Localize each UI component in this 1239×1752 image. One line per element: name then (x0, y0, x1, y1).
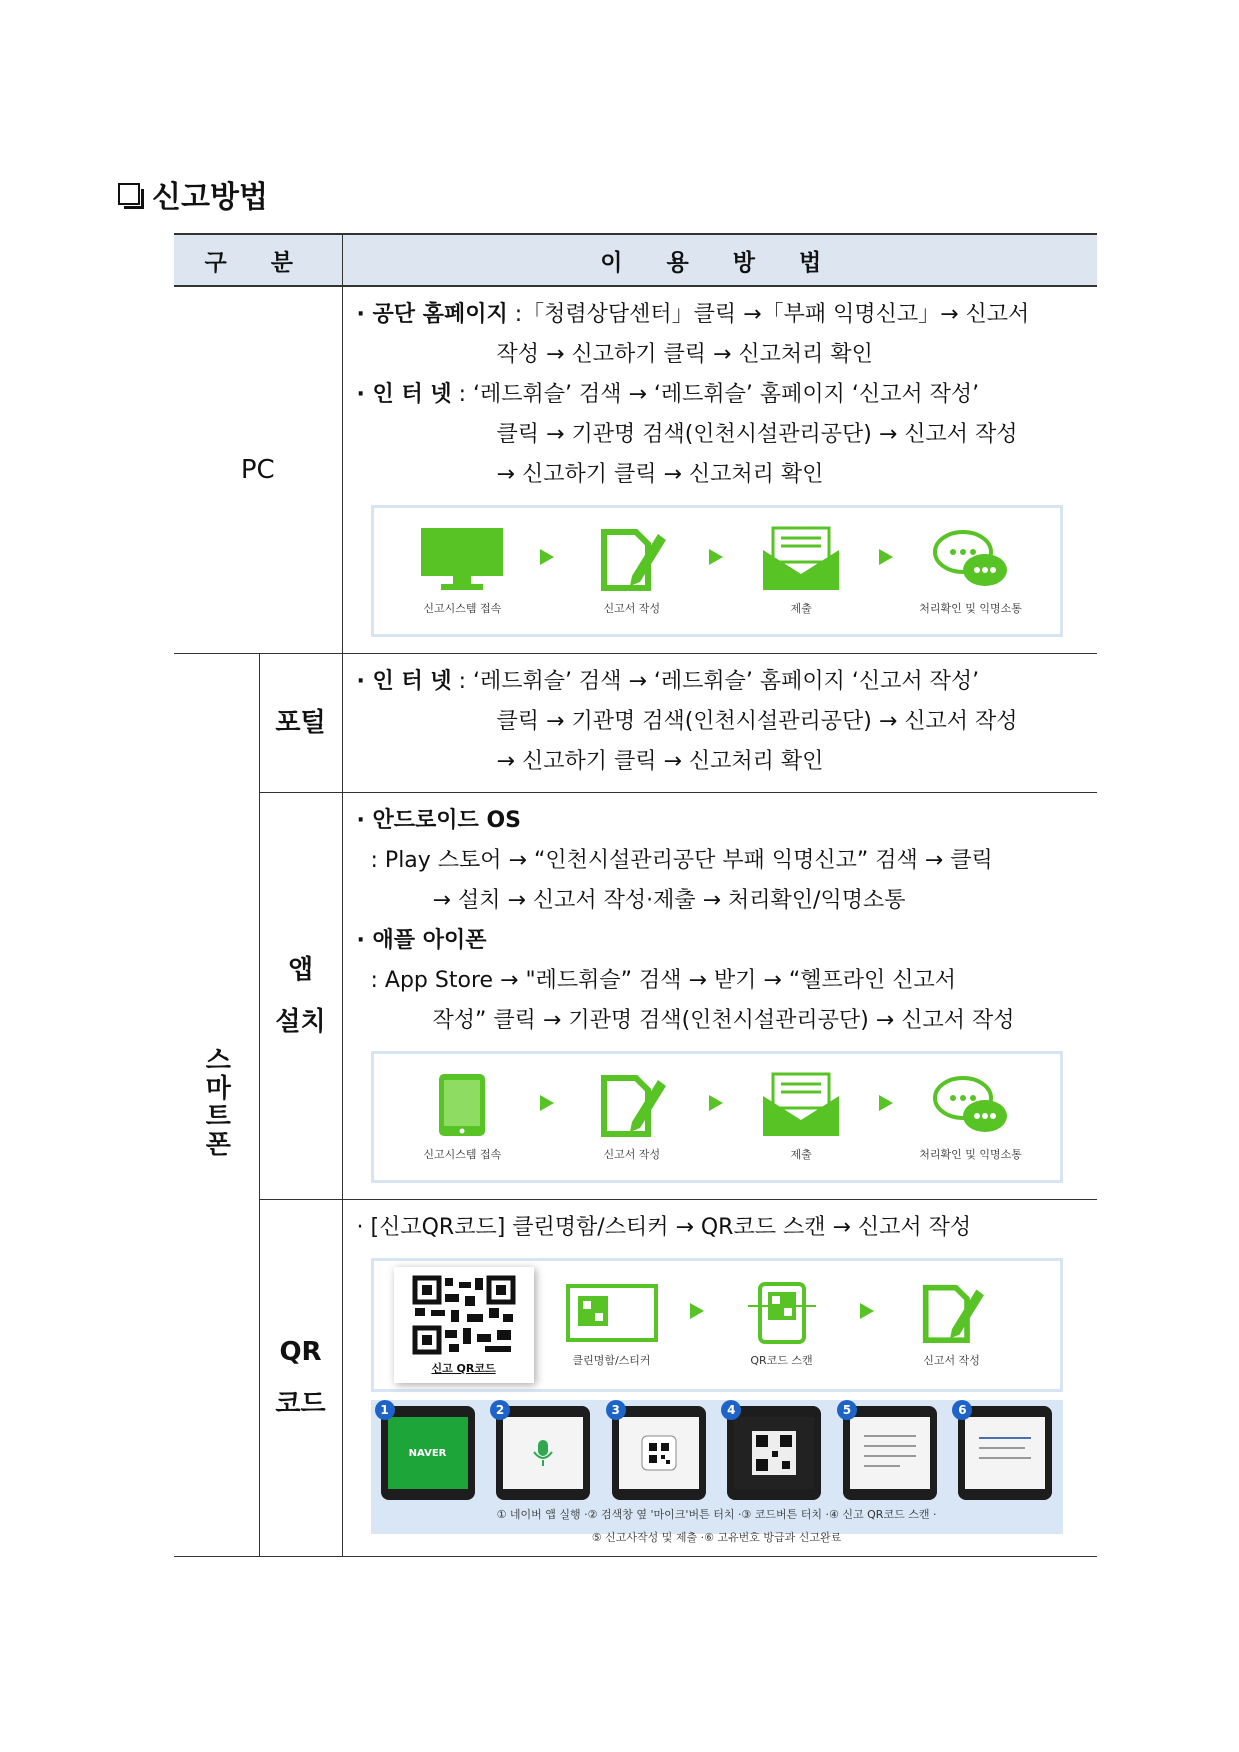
pc-item2-cont2: → 신고하기 클릭 → 신고처리 확인 (496, 462, 824, 487)
apple-title: · 애플 아이폰 (356, 928, 487, 953)
app-label-line1: 앱 (287, 955, 314, 985)
phone-scan-icon (742, 1282, 822, 1344)
flow-step-label: 제출 (790, 1148, 812, 1161)
phone-step (727, 1403, 821, 1500)
heading-text: 신고방법 (152, 180, 268, 215)
document-pen-icon (592, 1072, 672, 1138)
portal-item-text: : ‘레드휘슬’ 검색 → ‘레드휘슬’ 홈페이지 ‘신고서 작성’ (451, 669, 980, 694)
step-badge: 6 (952, 1400, 972, 1420)
phone-step (495, 1403, 590, 1500)
monitor-icon (417, 526, 507, 592)
app-label (259, 793, 342, 1200)
arrow-icon (879, 1095, 893, 1111)
document-pen-icon (592, 526, 672, 592)
section-heading (118, 172, 268, 216)
microphone-icon (531, 1438, 555, 1468)
row-smartphone-portal (174, 654, 1097, 793)
pc-item2-title: · 인 터 넷 (356, 382, 452, 407)
pc-content (342, 286, 1097, 654)
row-pc (174, 286, 1097, 654)
phone-step (380, 1403, 475, 1500)
smartphone-label: 스마트폰 (200, 1046, 231, 1158)
arrow-icon (690, 1303, 704, 1319)
qr-line: · [신고QR코드] 클린명함/스티커 → QR코드 스캔 → 신고서 작성 (356, 1215, 972, 1240)
row-smartphone-app (174, 793, 1097, 1200)
code-button-screen (619, 1417, 699, 1489)
qr-code-icon (409, 1274, 519, 1356)
form-lines-icon (860, 1428, 920, 1478)
arrow-icon (879, 549, 893, 565)
flow-step-label: 신고서 작성 (603, 1148, 661, 1161)
android-line2: → 설치 → 신고서 작성·제출 → 처리확인/익명소통 (432, 888, 906, 913)
phone-step (611, 1403, 706, 1500)
portal-content (342, 654, 1097, 793)
qr-label (259, 1200, 342, 1557)
report-method-table (174, 233, 1097, 1557)
envelope-icon (759, 526, 843, 592)
step-badge: 3 (606, 1400, 626, 1420)
flow-step-label: QR코드 스캔 (750, 1354, 813, 1367)
step-badge: 4 (721, 1400, 741, 1420)
step-badge: 5 (837, 1400, 857, 1420)
portal-cont2: → 신고하기 클릭 → 신고처리 확인 (496, 749, 824, 774)
chat-bubbles-icon (929, 526, 1013, 592)
flow-step-label: 신고서 작성 (603, 602, 661, 615)
checkbox-square-icon (118, 183, 140, 205)
arrow-icon (540, 549, 554, 565)
scan-screen (734, 1417, 814, 1489)
portal-cont1: 클릭 → 기관명 검색(인천시설관리공단) → 신고서 작성 (496, 709, 1018, 734)
step-badge: 2 (490, 1400, 510, 1420)
envelope-icon (759, 1072, 843, 1138)
document-pen-icon (912, 1282, 992, 1344)
qr-content (342, 1200, 1097, 1557)
app-label-line2: 설치 (275, 1007, 326, 1037)
arrow-icon (709, 549, 723, 565)
portal-item-title: · 인 터 넷 (356, 669, 452, 694)
flow-step-label: 클린명함/스티커 (572, 1354, 651, 1367)
qr-code-icon (752, 1431, 796, 1475)
row-smartphone-qr (174, 1200, 1097, 1557)
tablet-icon (427, 1072, 497, 1138)
chat-bubbles-icon (929, 1072, 1013, 1138)
flow-step-label: 제출 (790, 602, 812, 615)
smartphone-label-cell (174, 654, 259, 1557)
pc-item1-text: :「청렴상담센터」클릭 →「부패 익명신고」→ 신고서 (507, 302, 1030, 327)
arrow-icon (709, 1095, 723, 1111)
pc-item1-title: · 공단 홈페이지 (356, 302, 508, 327)
qr-flow-diagram (371, 1258, 1063, 1392)
step-badge: 1 (375, 1400, 395, 1420)
business-card-icon (564, 1282, 660, 1344)
qr-label-line2: 코드 (275, 1389, 326, 1419)
steps-caption-2: ⑤ 신고사작성 및 제출 ·⑥ 고유번호 방급과 신고완료 (591, 1531, 842, 1544)
steps-caption-1: ① 네이버 앱 실행 ·② 검색창 옆 '마이크'버튼 터치 ·③ 코드버튼 터치 ·④ 신고 QR코드 스캔 · (496, 1508, 937, 1521)
app-flow-diagram (371, 1051, 1063, 1183)
text-lines-icon (975, 1428, 1035, 1478)
android-title: · 안드로이드 OS (356, 808, 521, 833)
pc-item2-text: : ‘레드휘슬’ 검색 → ‘레드휘슬’ 홈페이지 ‘신고서 작성’ (451, 382, 980, 407)
pc-label: PC (174, 286, 342, 654)
arrow-icon (860, 1303, 874, 1319)
qr-button-icon (641, 1435, 677, 1471)
apple-line1: : App Store → "레드휘슬” 검색 → 받기 → “헬프라인 신고서 (370, 968, 956, 993)
apple-line2: 작성” 클릭 → 기관명 검색(인천시설관리공단) → 신고서 작성 (432, 1008, 1015, 1033)
android-line1: : Play 스토어 → “인천시설관리공단 부패 익명신고” 검색 → 클릭 (370, 848, 993, 873)
flow-step-label: 처리확인 및 익명소통 (919, 1148, 1022, 1161)
flow-step-label: 처리확인 및 익명소통 (919, 602, 1022, 615)
form-screen (850, 1417, 930, 1489)
arrow-icon (540, 1095, 554, 1111)
phone-step (958, 1403, 1052, 1500)
app-content (342, 793, 1097, 1200)
complete-screen (965, 1417, 1045, 1489)
naver-screen: NAVER (388, 1417, 468, 1489)
qr-card-label: 신고 QR코드 (431, 1362, 496, 1375)
portal-label: 포털 (259, 654, 342, 793)
flow-step-label: 신고시스템 접속 (423, 1148, 502, 1161)
pc-item2-cont1: 클릭 → 기관명 검색(인천시설관리공단) → 신고서 작성 (496, 422, 1018, 447)
qr-card (394, 1267, 534, 1383)
col-header-method: 이 용 방 법 (342, 234, 1097, 286)
pc-flow-diagram (371, 505, 1063, 637)
microphone-screen (503, 1417, 583, 1489)
qr-label-line1: QR (279, 1337, 322, 1367)
flow-step-label: 신고서 작성 (923, 1354, 980, 1367)
flow-step-label: 신고시스템 접속 (423, 602, 502, 615)
col-header-category: 구 분 (174, 234, 342, 286)
pc-item1-cont: 작성 → 신고하기 클릭 → 신고처리 확인 (496, 342, 873, 367)
phone-steps-strip (371, 1400, 1063, 1544)
phone-step (842, 1403, 937, 1500)
